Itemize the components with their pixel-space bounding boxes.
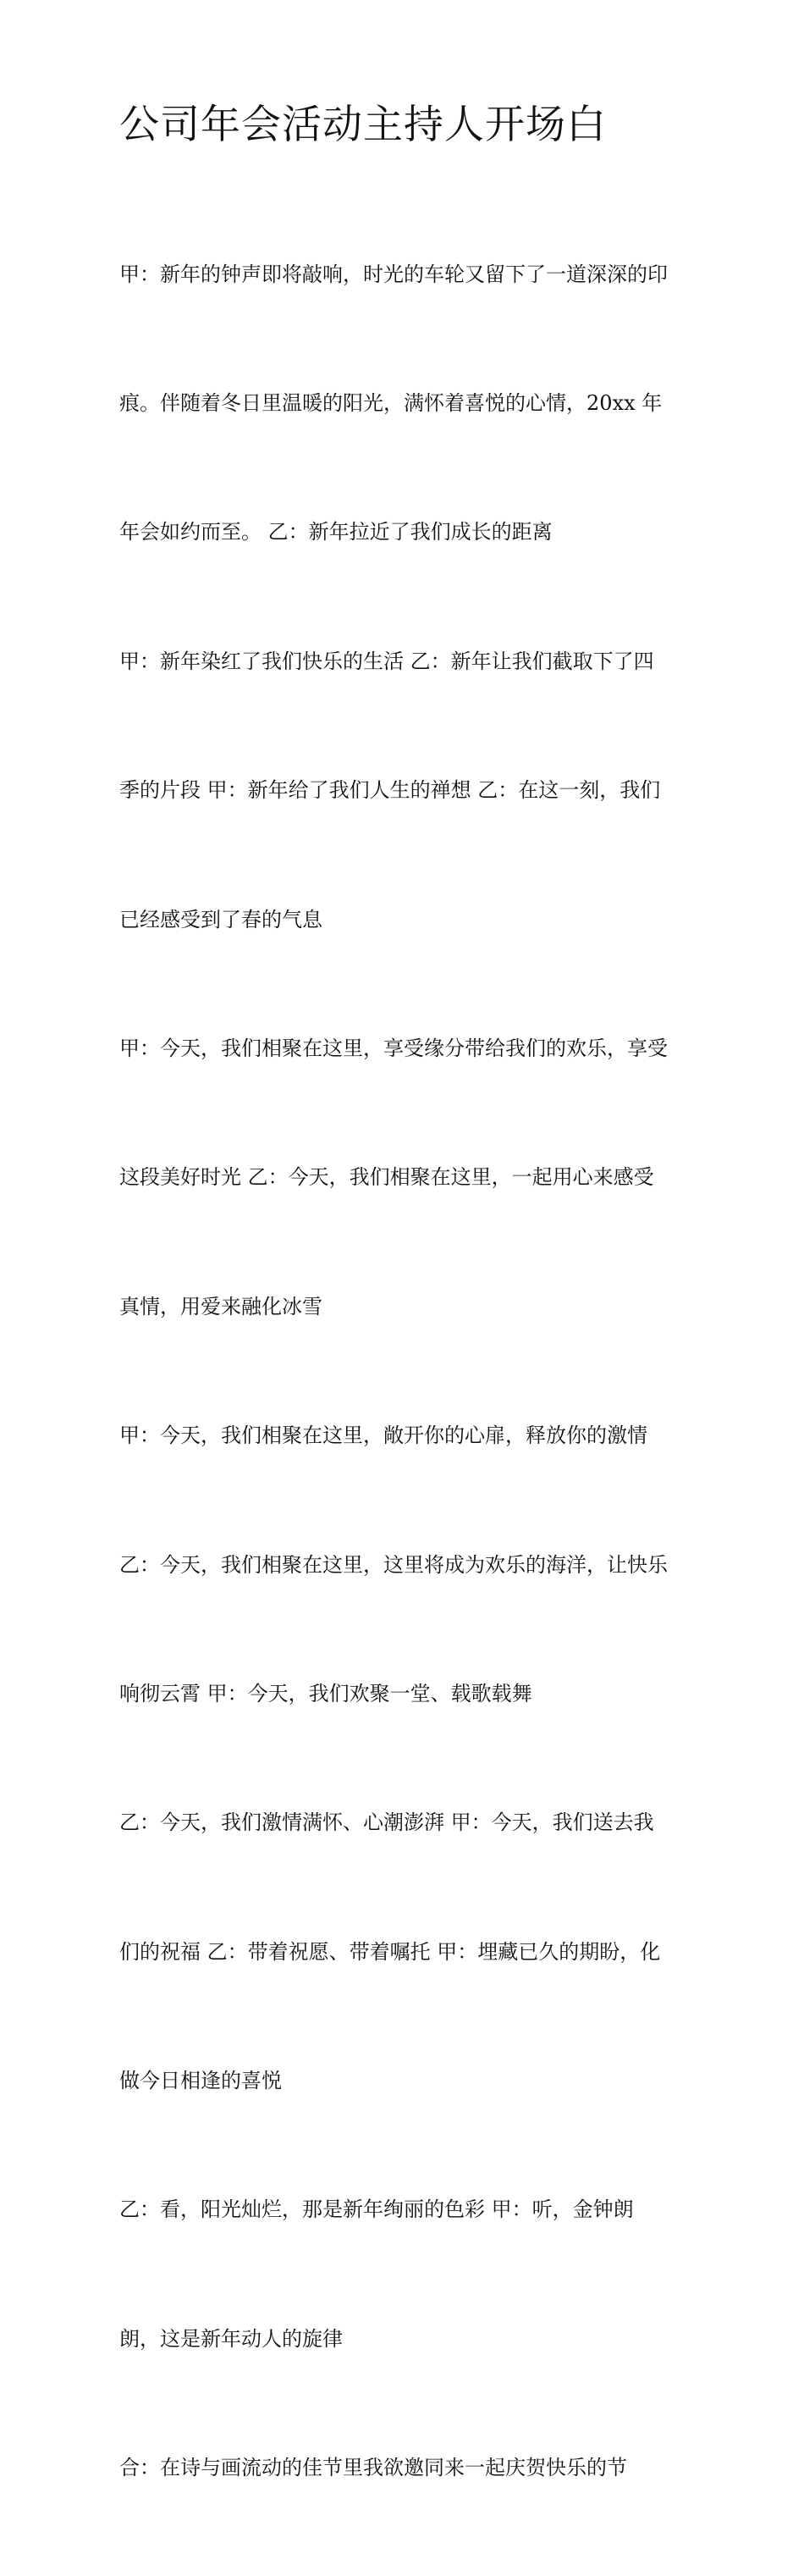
text-line: 乙：看，阳光灿烂，那是新年绚丽的色彩 甲：听，金钟朗 [119, 2197, 634, 2222]
text-line: 乙：今天，我们相聚在这里，这里将成为欢乐的海洋，让快乐 [119, 1552, 668, 1577]
text-line: 痕。伴随着冬日里温暖的阳光，满怀着喜悦的心情，20xx 年 [119, 390, 663, 415]
text-line: 年会如约而至。 乙：新年拉近了我们成长的距离 [119, 520, 553, 544]
text-line: 季的片段 甲：新年给了我们人生的禅想 乙：在这一刻，我们 [119, 778, 661, 803]
text-line: 响彻云霄 甲：今天，我们欢聚一堂、载歌载舞 [119, 1681, 532, 1705]
document-body [119, 167, 695, 2576]
document-content [119, 100, 695, 2576]
body-text-block [119, 167, 695, 2576]
document-title: 公司年会活动主持人开场白 [119, 102, 607, 148]
text-line: 们的祝福 乙：带着祝愿、带着嘱托 甲：埋藏已久的期盼，化 [119, 1939, 661, 1964]
text-line: 甲：新年的钟声即将敲响，时光的车轮又留下了一道深深的印 [119, 262, 668, 286]
text-line: 甲：今天，我们相聚在这里，敞开你的心扉，释放你的激情 [119, 1423, 647, 1448]
text-line: 乙：今天，我们激情满怀、心潮澎湃 甲：今天，我们送去我 [119, 1810, 654, 1835]
text-line: 朗，这是新年动人的旋律 [119, 2326, 343, 2351]
text-line: 这段美好时光 乙：今天，我们相聚在这里，一起用心来感受 [119, 1165, 654, 1190]
text-line: 已经感受到了春的气息 [119, 907, 322, 931]
text-line: 真情，用爱来融化冰雪 [119, 1294, 322, 1318]
text-line: 甲：今天，我们相聚在这里，享受缘分带给我们的欢乐，享受 [119, 1036, 668, 1060]
text-line: 做今日相逢的喜悦 [119, 2069, 282, 2093]
text-line: 合：在诗与画流动的佳节里我欲邀同来一起庆贺快乐的节 [119, 2456, 627, 2480]
text-line: 甲：新年染红了我们快乐的生活 乙：新年让我们截取下了四 [119, 649, 654, 673]
